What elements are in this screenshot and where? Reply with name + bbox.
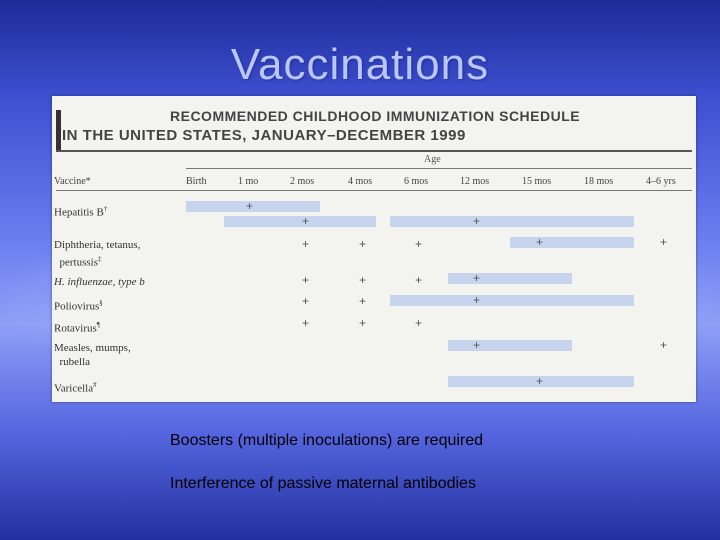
bar-hepb-2 xyxy=(224,216,376,227)
plus-mark: + xyxy=(536,235,544,249)
column-header-12mos: 12 mos xyxy=(460,176,490,187)
column-header-18mos: 18 mos xyxy=(584,176,614,187)
row-label-dtp: Diphtheria, tetanus, pertussis‡ xyxy=(54,239,141,269)
plus-mark: + xyxy=(536,374,544,388)
row-label-varicella: Varicella# xyxy=(54,381,97,395)
row-label-poliovirus: Poliovirus§ xyxy=(54,299,103,313)
title-rule xyxy=(56,110,61,150)
plus-mark: + xyxy=(302,294,310,308)
plus-mark: + xyxy=(359,294,367,308)
plus-mark: + xyxy=(359,316,367,330)
column-header-1mo: 1 mo xyxy=(238,176,259,187)
plus-mark: + xyxy=(302,316,310,330)
plus-mark: + xyxy=(473,338,481,352)
plus-mark: + xyxy=(660,338,668,352)
header-divider xyxy=(56,190,692,191)
row-label-rotavirus: Rotavirus¶ xyxy=(54,321,100,335)
schedule-title-line2: IN THE UNITED STATES, JANUARY–DECEMBER 1999 xyxy=(62,127,466,144)
vaccine-column-header: Vaccine* xyxy=(54,176,91,187)
row-label-hib: H. influenzae, type b xyxy=(54,276,145,288)
slide-title: Vaccinations xyxy=(230,40,490,89)
bar-hepb-3 xyxy=(390,216,634,227)
plus-mark: + xyxy=(473,214,481,228)
schedule-title-line1: RECOMMENDED CHILDHOOD IMMUNIZATION SCHEDULE xyxy=(170,108,581,124)
immunization-schedule-image xyxy=(52,96,696,402)
column-header-4mos: 4 mos xyxy=(348,176,373,187)
plus-mark: + xyxy=(415,237,423,251)
column-header-4-6yrs: 4–6 yrs xyxy=(646,176,676,187)
plus-mark: + xyxy=(302,237,310,251)
column-header-2mos: 2 mos xyxy=(290,176,315,187)
row-label-mmr: Measles, mumps, rubella xyxy=(54,342,131,368)
bar-dtp xyxy=(510,237,634,248)
plus-mark: + xyxy=(660,235,668,249)
column-header-6mos: 6 mos xyxy=(404,176,429,187)
plus-mark: + xyxy=(359,273,367,287)
row-label-hepatitis-b: Hepatitis B† xyxy=(54,205,108,219)
bar-polio xyxy=(390,295,634,306)
bullet-maternal-antibodies: Interference of passive maternal antibodies xyxy=(170,475,476,492)
plus-mark: + xyxy=(302,273,310,287)
plus-mark: + xyxy=(302,214,310,228)
divider xyxy=(56,150,692,152)
plus-mark: + xyxy=(359,237,367,251)
age-divider xyxy=(186,168,692,169)
bar-mmr xyxy=(448,340,572,351)
plus-mark: + xyxy=(415,273,423,287)
bar-hib xyxy=(448,273,572,284)
plus-mark: + xyxy=(473,271,481,285)
column-header-birth: Birth xyxy=(186,176,207,187)
plus-mark: + xyxy=(246,199,254,213)
age-label: Age xyxy=(424,154,441,165)
plus-mark: + xyxy=(473,293,481,307)
plus-mark: + xyxy=(415,316,423,330)
column-header-15mos: 15 mos xyxy=(522,176,552,187)
bullet-boosters: Boosters (multiple inoculations) are required xyxy=(170,432,484,449)
